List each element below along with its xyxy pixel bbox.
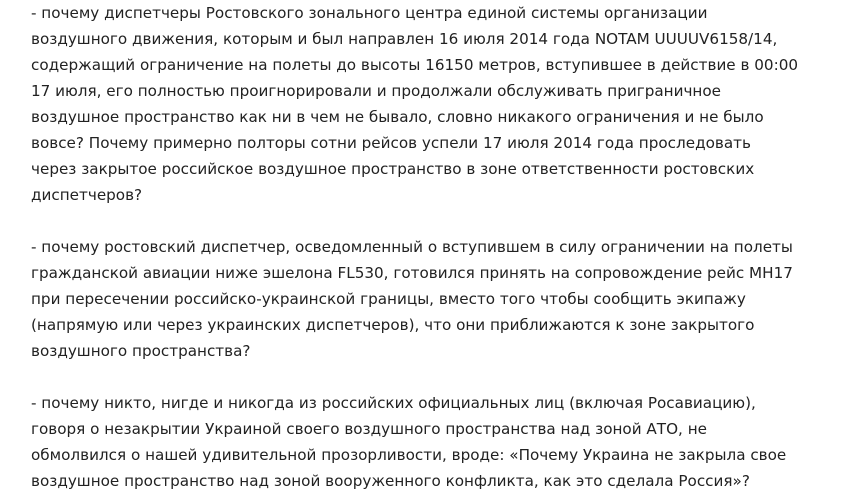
paragraph-1 xyxy=(31,0,831,208)
paragraph-line: вовсе? Почему примерно полторы сотни рейсов успели 17 июля 2014 года проследовать xyxy=(31,134,751,152)
paragraph-line: гражданской авиации ниже эшелона FL530, готовился принять на сопровождение рейс MH17 xyxy=(31,264,793,282)
paragraph-spacer xyxy=(31,208,831,234)
paragraph-line: обмолвился о нашей удивительной прозорливости, вроде: «Почему Украина не закрыла свое xyxy=(31,446,787,464)
paragraph-line: при пересечении российско-украинской границы, вместо того чтобы сообщить экипажу xyxy=(31,290,746,308)
paragraph-spacer xyxy=(31,364,831,390)
paragraph-line: - почему диспетчеры Ростовского зонального центра единой системы организации xyxy=(31,4,708,22)
paragraph-line: воздушного движения, которым и был направлен 16 июля 2014 года NOTAM UUUUV6158/14, xyxy=(31,30,778,48)
paragraph-line: говоря о незакрытии Украиной своего воздушного пространства над зоной АТО, не xyxy=(31,420,707,438)
paragraph-3 xyxy=(31,390,831,494)
paragraph-line: через закрытое российское воздушное пространство в зоне ответственности ростовских xyxy=(31,160,755,178)
paragraph-line: воздушное пространство как ни в чем не бывало, словно никакого ограничения и не было xyxy=(31,108,764,126)
paragraph-line: диспетчеров? xyxy=(31,186,143,204)
paragraph-line: воздушное пространство над зоной вооруженного конфликта, как это сделала Россия»? xyxy=(31,472,750,490)
paragraph-line: воздушного пространства? xyxy=(31,342,251,360)
paragraph-line: 17 июля, его полностью проигнорировали и продолжали обслуживать приграничное xyxy=(31,82,722,100)
paragraph-line: - почему ростовский диспетчер, осведомленный о вступившем в силу ограничении на полеты xyxy=(31,238,793,256)
paragraph-line: - почему никто, нигде и никогда из российских официальных лиц (включая Росавиацию), xyxy=(31,394,756,412)
article-body xyxy=(31,0,831,494)
paragraph-line: содержащий ограничение на полеты до высоты 16150 метров, вступившее в действие в 00:00 xyxy=(31,56,799,74)
paragraph-line: (напрямую или через украинских диспетчеров), что они приближаются к зоне закрытого xyxy=(31,316,755,334)
paragraph-2 xyxy=(31,234,831,364)
